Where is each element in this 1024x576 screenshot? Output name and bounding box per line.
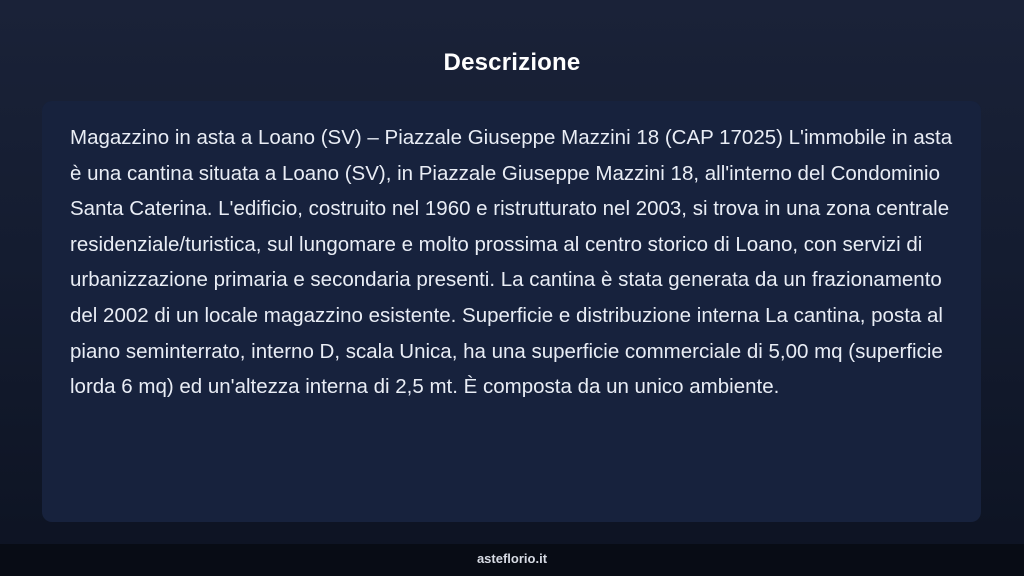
footer-site-label: asteflorio.it — [476, 551, 548, 566]
description-card — [42, 101, 981, 522]
footer-bar — [0, 544, 1024, 576]
description-text: Magazzino in asta a Loano (SV) – Piazzale Giuseppe Mazzini 18 (CAP 17025) L'immobile in asta è una cantina situata a Loano (SV), in Piazzale Giuseppe Mazzini 18, all'interno del Condominio Santa Caterina. L'edificio, costruito nel 1960 e ristrutturato nel 2003, si trova in una zona centrale residenziale/turistica, sul lungomare e molto prossima al centro storico di Loano, con servizi di urbanizzazione primaria e secondaria presenti. La cantina è stata generata da un frazionamento del 2002 di un locale magazzino esistente. Superficie e distribuzione interna La cantina, posta al piano seminterrato, interno D, scala Unica, ha una superficie commerciale di 5,00 mq (superficie lorda 6 mq) ed un'altezza interna di 2,5 mt. È composta da un unico ambiente. — [70, 126, 953, 399]
page-title: Descrizione — [443, 49, 581, 76]
